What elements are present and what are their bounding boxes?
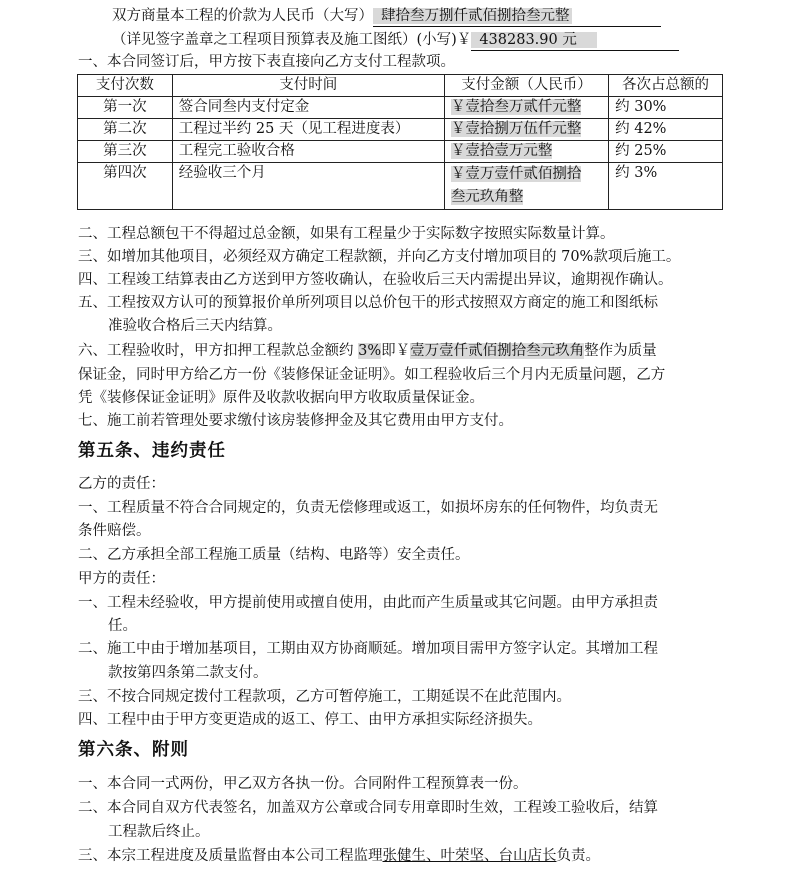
party-a-item-4: 四、工程中由于甲方变更造成的返工、停工、由甲方承担实际经济损失。	[78, 712, 542, 728]
clause-6-line-2: 保证金，同时甲方给乙方一份《装修保证金证明》。如工程验收后三个月内无质量问题，乙方	[78, 367, 666, 383]
table-row	[78, 97, 723, 119]
payment-amount: ￥壹拾壹万元整	[450, 143, 553, 159]
article-5-title: 第五条、违约责任	[78, 441, 226, 461]
header-cell: 支付金额（人民币）	[444, 75, 608, 97]
clause-3: 三、如增加其他项目，必须经双方确定工程款额，并向乙方支付增加项目的 70%款项后施工。	[78, 249, 681, 265]
clause-6-mid: 即￥	[381, 343, 411, 359]
article-6-item-3-suffix: 负责。	[556, 848, 600, 864]
payment-amount-cell	[444, 163, 608, 210]
party-b-item-1-line-2: 条件赔偿。	[78, 523, 151, 539]
payment-time: 签合同叁内支付定金	[172, 97, 444, 119]
price-upper-field	[373, 6, 661, 27]
supervisor-names: 张健生、叶荣坚、台山店长	[382, 848, 557, 864]
payment-no: 第一次	[78, 97, 173, 119]
clause-7: 七、施工前若管理处要求缴付该房装修押金及其它费用由甲方支付。	[78, 413, 513, 429]
payment-amount-cell	[444, 141, 608, 163]
payment-amount: ￥壹万壹仟贰佰捌拾	[450, 166, 582, 182]
header-cell: 支付时间	[172, 75, 444, 97]
payment-pct: 约 3%	[609, 163, 723, 210]
party-a-item-1-line-2: 任。	[108, 618, 137, 634]
clause-4: 四、工程竣工结算表由乙方送到甲方签收确认，在验收后三天内需提出异议，逾期视作确认。	[78, 272, 673, 288]
table-header-row	[78, 75, 723, 97]
article-6-item-3	[78, 846, 600, 866]
table-row	[78, 119, 723, 141]
price-upper-line	[112, 6, 661, 27]
price-upper-value: 肆拾叁万捌仟贰佰捌拾叁元整	[373, 8, 572, 24]
header-cell: 各次占总额的	[609, 75, 723, 97]
article-6-item-1: 一、本合同一式两份，甲乙双方各执一份。合同附件工程预算表一份。	[78, 776, 528, 792]
payment-amount-cell	[444, 97, 608, 119]
party-a-item-2-line-1: 二、施工中由于增加基项目，工期由双方协商顺延。增加项目需甲方签字认定。其增加工程	[78, 641, 658, 657]
clause-6-prefix: 六、工程验收时，甲方扣押工程款总金额约	[78, 343, 359, 359]
payment-amount: ￥壹拾叁万贰仟元整	[450, 99, 582, 115]
party-b-item-1-line-1: 一、工程质量不符合合同规定的，负责无偿修理或返工，如损坏房东的任何物件，均负责无	[78, 500, 658, 516]
clause-1: 一、本合同签订后，甲方按下表直接向乙方支付工程款项。	[78, 54, 455, 70]
clause-5-line-1: 五、工程按双方认可的预算报价单所列项目以总价包干的形式按照双方商定的施工和图纸标	[78, 295, 658, 311]
table-row	[78, 141, 723, 163]
price-lower-prefix: （详见签字盖章之工程项目预算表及施工图纸）(小写)￥	[112, 32, 472, 48]
payment-time: 工程完工验收合格	[172, 141, 444, 163]
payment-table	[77, 74, 723, 210]
clause-5-line-2: 准验收合格后三天内结算。	[108, 318, 282, 334]
article-6-title: 第六条、附则	[78, 740, 189, 760]
price-lower-field	[471, 30, 679, 51]
payment-pct: 约 30%	[609, 97, 723, 119]
price-lower-line	[112, 30, 679, 51]
price-upper-prefix: 双方商量本工程的价款为人民币（大写）	[112, 8, 373, 24]
clause-6-amount: 壹万壹仟贰佰捌拾叁元玖角	[410, 343, 585, 359]
article-6-item-2-line-1: 二、本合同自双方代表签名，加盖双方公章或合同专用章即时生效，工程竣工验收后，结算	[78, 800, 658, 816]
party-a-item-3: 三、不按合同规定拨付工程款项，乙方可暂停施工，工期延误不在此范围内。	[78, 689, 571, 705]
clause-6-line-1	[78, 341, 657, 361]
party-b-label: 乙方的责任：	[78, 476, 165, 492]
clause-2: 二、工程总额包干不得超过总金额，如果有工程量少于实际数字按照实际数量计算。	[78, 226, 615, 242]
article-6-item-2-line-2: 工程款后终止。	[108, 824, 210, 840]
payment-no: 第四次	[78, 163, 173, 210]
clause-6-pct: 3%	[358, 343, 382, 359]
payment-amount-cont: 叁元玖角整	[450, 189, 524, 205]
payment-amount: ￥壹拾捌万伍仟元整	[450, 121, 582, 137]
payment-time: 经验收三个月	[172, 163, 444, 210]
article-6-item-3-prefix: 三、本宗工程进度及质量监督由本公司工程监理	[78, 848, 383, 864]
clause-6-line-3: 凭《装修保证金证明》原件及收款收据向甲方收取质量保证金。	[78, 390, 484, 406]
header-cell: 支付次数	[78, 75, 173, 97]
payment-no: 第三次	[78, 141, 173, 163]
payment-pct: 约 42%	[609, 119, 723, 141]
party-b-item-2: 二、乙方承担全部工程施工质量（结构、电路等）安全责任。	[78, 547, 470, 563]
price-lower-value: 438283.90 元	[471, 32, 597, 48]
party-a-item-2-line-2: 款按第四条第二款支付。	[108, 665, 268, 681]
table-row	[78, 163, 723, 210]
payment-amount-cell	[444, 119, 608, 141]
payment-time: 工程过半约 25 天（见工程进度表）	[172, 119, 444, 141]
clause-6-suffix: 整作为质量	[584, 343, 657, 359]
payment-no: 第二次	[78, 119, 173, 141]
party-a-item-1-line-1: 一、工程未经验收，甲方提前使用或擅自使用，由此而产生质量或其它问题。由甲方承担责	[78, 595, 658, 611]
payment-pct: 约 25%	[609, 141, 723, 163]
party-a-label: 甲方的责任：	[78, 571, 165, 587]
